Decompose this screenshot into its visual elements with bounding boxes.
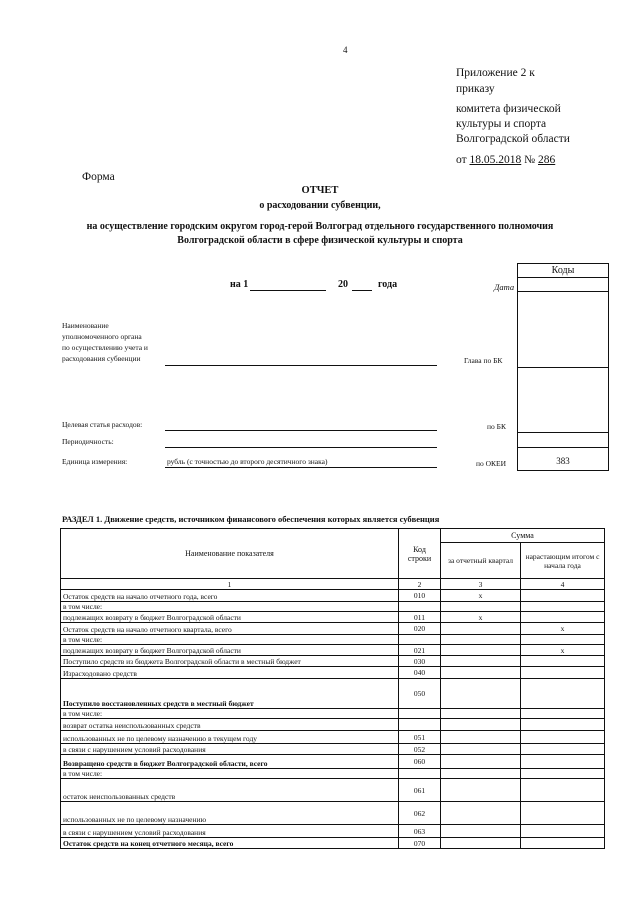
table-row — [61, 590, 605, 602]
order-line: приказу — [456, 83, 495, 95]
row-quarter: х — [441, 612, 521, 623]
row-name: в том числе: — [61, 709, 399, 719]
row-name: Остаток средств на начало отчетного квартала, всего — [61, 623, 399, 635]
row-quarter — [441, 667, 521, 679]
row-quarter — [441, 802, 521, 825]
codes-divider-2 — [517, 291, 609, 292]
po-bk-label: по БК — [487, 422, 506, 431]
row-quarter — [441, 731, 521, 744]
target-label: Целевая статья расходов: — [62, 420, 143, 429]
header-quarter: за отчетный квартал — [441, 543, 521, 579]
table-row — [61, 755, 605, 769]
row-code — [399, 635, 441, 645]
row-quarter — [441, 709, 521, 719]
row-code: 062 — [399, 802, 441, 825]
num-value: 286 — [537, 154, 556, 166]
row-code: 070 — [399, 838, 441, 849]
row-quarter — [441, 635, 521, 645]
row-cumulative — [521, 769, 605, 779]
row-code: 051 — [399, 731, 441, 744]
codes-divider-1 — [517, 277, 609, 278]
codes-divider-3 — [517, 367, 609, 368]
row-cumulative — [521, 667, 605, 679]
appendix-line: Приложение 2 к — [456, 67, 535, 79]
target-fill-line — [165, 430, 437, 431]
report-subtitle-3: Волгоградской области в сфере физической культуры и спорта — [177, 235, 463, 246]
organ-label-2: уполномоченного органа — [62, 332, 142, 341]
table-row — [61, 709, 605, 719]
row-name: подлежащих возврату в бюджет Волгоградской области — [61, 612, 399, 623]
date-fill-line — [250, 290, 326, 291]
row-cumulative — [521, 709, 605, 719]
glava-label: Глава по БК — [464, 356, 503, 365]
table-row — [61, 779, 605, 802]
num-prefix: № — [524, 154, 536, 166]
row-code: 011 — [399, 612, 441, 623]
row-code: 040 — [399, 667, 441, 679]
row-name: в том числе: — [61, 635, 399, 645]
codes-divider-5 — [517, 447, 609, 448]
table-row — [61, 656, 605, 667]
table-row — [61, 825, 605, 838]
table-row — [61, 612, 605, 623]
row-code — [399, 602, 441, 612]
period-fill-line — [165, 447, 437, 448]
okei-label: по ОКЕИ — [476, 459, 507, 468]
table-row — [61, 635, 605, 645]
organ-fill-line — [165, 365, 437, 366]
order-date — [456, 153, 555, 167]
unit-label: Единица измерения: — [62, 457, 128, 466]
row-code: 050 — [399, 679, 441, 709]
row-quarter — [441, 623, 521, 635]
col-num-4: 4 — [521, 579, 605, 590]
row-code: 063 — [399, 825, 441, 838]
movement-table — [60, 528, 605, 849]
unit-value: рубль (с точностью до второго десятичного знака) — [167, 457, 328, 466]
row-quarter — [441, 755, 521, 769]
row-cumulative — [521, 590, 605, 602]
codes-header: Коды — [551, 265, 575, 276]
row-quarter — [441, 719, 521, 731]
row-quarter — [441, 645, 521, 656]
row-quarter: х — [441, 590, 521, 602]
row-code: 010 — [399, 590, 441, 602]
period-label: Периодичность: — [62, 437, 114, 446]
page-number: 4 — [343, 45, 348, 55]
row-quarter — [441, 602, 521, 612]
header-name: Наименование показателя — [61, 529, 399, 579]
organ-label-4: расходования субвенции — [62, 354, 141, 363]
row-cumulative — [521, 635, 605, 645]
unit-fill-line — [165, 467, 437, 468]
table-row — [61, 623, 605, 635]
header-cumulative: нарастающим итогом с начала года — [521, 543, 605, 579]
row-code — [399, 769, 441, 779]
row-quarter — [441, 744, 521, 755]
year-suffix: года — [378, 279, 398, 290]
row-cumulative — [521, 779, 605, 802]
table-row — [61, 731, 605, 744]
header-sum: Сумма — [441, 529, 605, 543]
table-row — [61, 719, 605, 731]
row-cumulative — [521, 719, 605, 731]
row-code: 020 — [399, 623, 441, 635]
row-name: Возвращено средств в бюджет Волгоградской области, всего — [61, 755, 399, 769]
row-cumulative — [521, 825, 605, 838]
date-prefix: от — [456, 154, 467, 166]
row-code — [399, 709, 441, 719]
table-row — [61, 602, 605, 612]
row-quarter — [441, 825, 521, 838]
row-name: Остаток средств на конец отчетного месяца, всего — [61, 838, 399, 849]
row-name: Поступило восстановленных средств в местный бюджет — [61, 679, 399, 709]
year-fill-line — [352, 290, 372, 291]
row-cumulative — [521, 731, 605, 744]
row-cumulative: х — [521, 623, 605, 635]
col-num-3: 3 — [441, 579, 521, 590]
okei-code: 383 — [556, 456, 570, 466]
report-subtitle: о расходовании субвенции, — [259, 200, 381, 211]
committee-line-3: Волгоградской области — [456, 133, 570, 145]
row-cumulative — [521, 679, 605, 709]
row-quarter — [441, 838, 521, 849]
row-code — [399, 719, 441, 731]
table-row — [61, 744, 605, 755]
row-quarter — [441, 656, 521, 667]
row-cumulative — [521, 802, 605, 825]
row-code: 052 — [399, 744, 441, 755]
row-code: 030 — [399, 656, 441, 667]
row-cumulative — [521, 838, 605, 849]
col-num-2: 2 — [399, 579, 441, 590]
table-row — [61, 802, 605, 825]
row-quarter — [441, 679, 521, 709]
organ-label-3: по осуществлению учета и — [62, 343, 148, 352]
row-code: 061 — [399, 779, 441, 802]
committee-line: комитета физической — [456, 103, 561, 115]
row-cumulative — [521, 744, 605, 755]
row-name: Израсходовано средств — [61, 667, 399, 679]
form-label: Форма — [82, 171, 115, 183]
date-code-label: Дата — [494, 282, 515, 292]
year-prefix: 20 — [338, 279, 348, 290]
date-value: 18.05.2018 — [469, 154, 522, 166]
row-name: Остаток средств на начало отчетного года, всего — [61, 590, 399, 602]
report-subtitle-2: на осуществление городским округом город-герой Волгоград отдельного государственного полномочия — [86, 221, 554, 232]
committee-line-2: культуры и спорта — [456, 118, 547, 130]
row-cumulative — [521, 755, 605, 769]
row-name: Поступило средств из бюджета Волгоградской области в местный бюджет — [61, 656, 399, 667]
row-name: использованных не по целевому назначению — [61, 802, 399, 825]
table-row — [61, 679, 605, 709]
table-row — [61, 645, 605, 656]
organ-label-1: Наименование — [62, 321, 109, 330]
section1-title: РАЗДЕЛ 1. Движение средств, источником финансового обеспечения которых является субвенция — [62, 514, 440, 524]
row-name: в том числе: — [61, 769, 399, 779]
row-name: использованных не по целевому назначению в текущем году — [61, 731, 399, 744]
row-name: подлежащих возврату в бюджет Волгоградской области — [61, 645, 399, 656]
table-row — [61, 667, 605, 679]
row-name: в связи с нарушением условий расходования — [61, 825, 399, 838]
row-name: в том числе: — [61, 602, 399, 612]
codes-divider-4 — [517, 432, 609, 433]
row-quarter — [441, 769, 521, 779]
row-cumulative: х — [521, 645, 605, 656]
row-cumulative — [521, 602, 605, 612]
row-quarter — [441, 779, 521, 802]
header-code: Код строки — [399, 529, 441, 579]
row-name: в связи с нарушением условий расходования — [61, 744, 399, 755]
table-row — [61, 769, 605, 779]
row-cumulative — [521, 656, 605, 667]
row-cumulative — [521, 612, 605, 623]
date-on-label: на 1 — [230, 279, 249, 290]
row-name: остаток неиспользованных средств — [61, 779, 399, 802]
report-title: ОТЧЕТ — [301, 185, 339, 196]
row-code: 060 — [399, 755, 441, 769]
col-num-1: 1 — [61, 579, 399, 590]
row-code: 021 — [399, 645, 441, 656]
table-row — [61, 838, 605, 849]
row-name: возврат остатка неиспользованных средств — [61, 719, 399, 731]
